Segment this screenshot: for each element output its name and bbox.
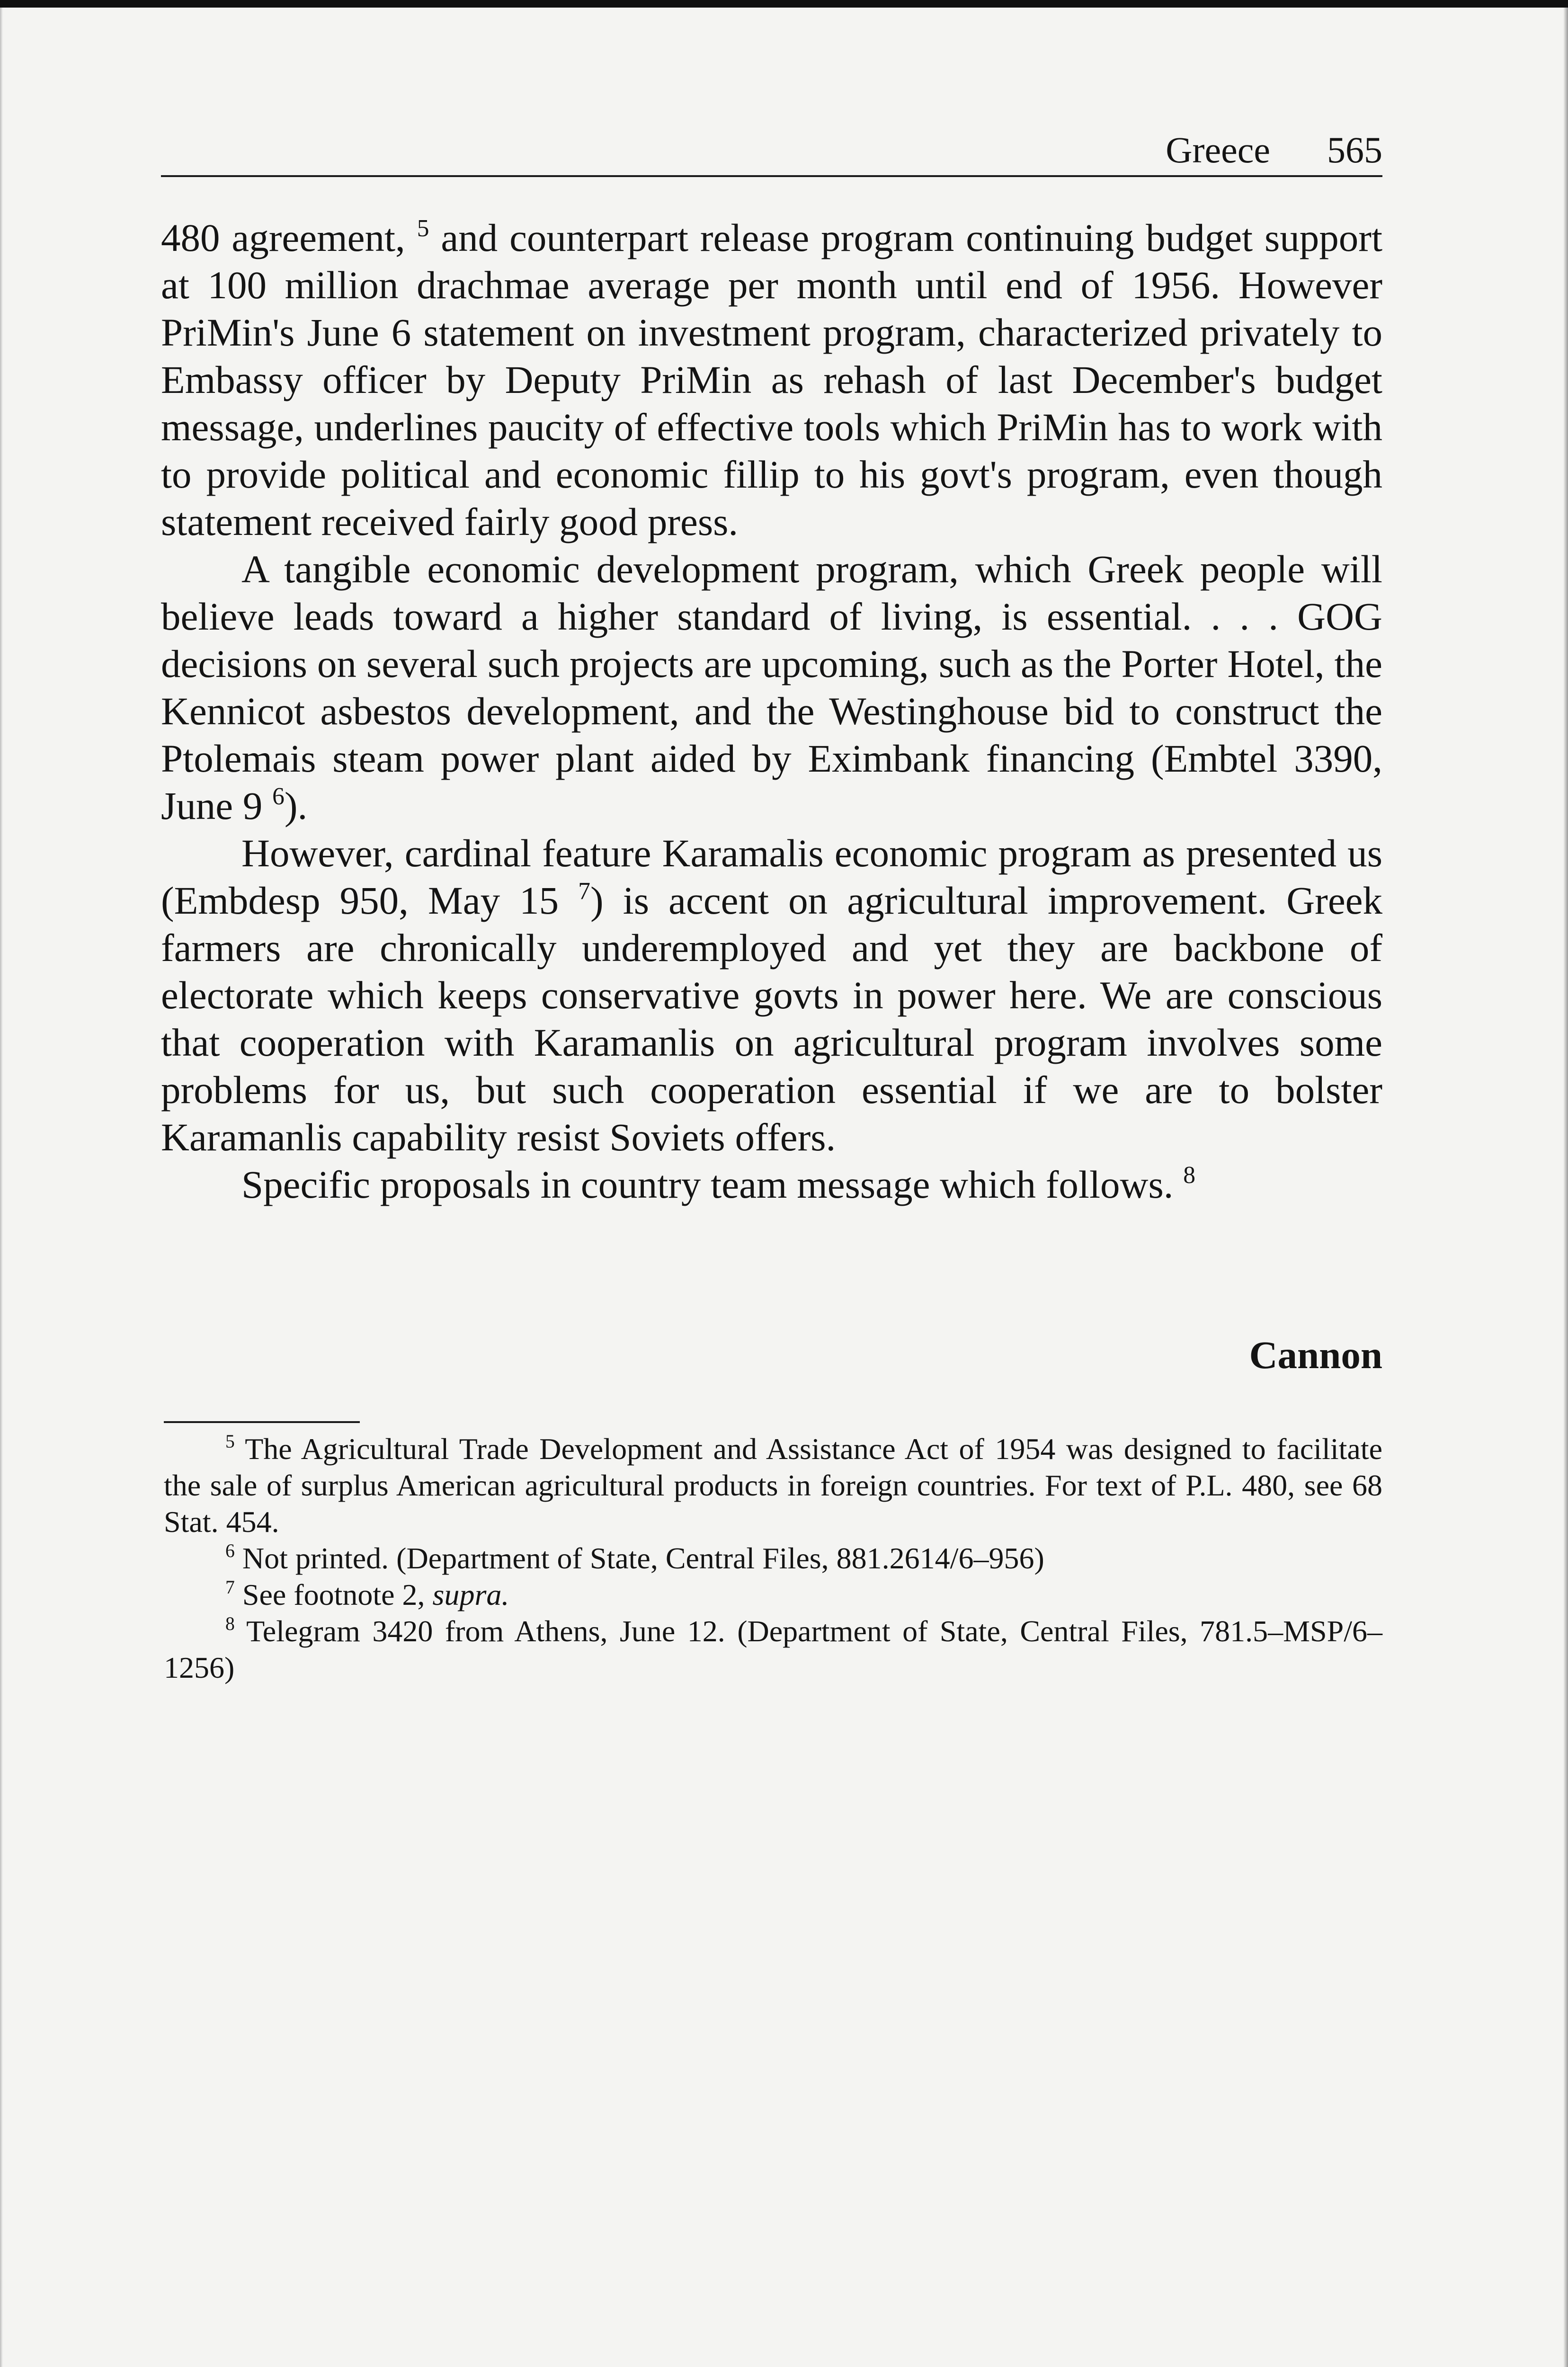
footnote-text: Telegram 3420 from Athens, June 12. (Department of State, Central Files, 781.5–MSP/6–1256) <box>164 1614 1383 1684</box>
footnotes <box>164 1431 1382 1686</box>
footnote-ref-6[interactable]: 6 <box>272 783 285 810</box>
footnote-ref-8[interactable]: 8 <box>1183 1162 1195 1189</box>
paragraph-2: A tangible economic development program, which Greek people will believe leads toward a higher standard of living, is essential. . . . GOG decisions on several such projects are upcoming, such as the Porter Hotel, the Kennicot asbestos development, and the Westinghouse bid to construct the Ptolemais steam power plant aided by Eximbank financing (Embtel 3390, June 9 $^6$). <box>161 547 1382 828</box>
footnote-8 <box>164 1613 1382 1686</box>
footnote-marker: 6 <box>225 1540 235 1562</box>
footnote-5 <box>164 1431 1382 1540</box>
footnote-7 <box>164 1576 1382 1613</box>
signature: Cannon <box>1249 1333 1382 1377</box>
footnote-italic: supra. <box>432 1578 509 1611</box>
paragraph-4: Specific proposals in country team message which follows. $^8$ <box>241 1162 1195 1206</box>
paragraph-1: 480 agreement, $^5$ and counterpart release program continuing budget support at 100 million drachmae average per month until end of 1956. However PriMin's June 6 statement on investment program, characterized privately to Embassy officer by Deputy PriMin as rehash of last December's budget message, underlines paucity of effective tools which PriMin has to work with to provide political and economic fillip to his govt's program, even though statement received fairly good press. <box>161 215 1383 543</box>
running-head <box>161 129 1382 171</box>
body-text <box>161 214 1382 1208</box>
footnote-marker: 7 <box>225 1577 235 1598</box>
footnote-text: See footnote 2, <box>242 1578 425 1611</box>
scan-left-edge <box>0 8 3 2367</box>
scan-right-edge <box>1563 8 1568 2367</box>
scan-top-edge <box>0 0 1568 8</box>
footnote-marker: 5 <box>225 1431 235 1452</box>
footnote-rule <box>164 1421 360 1423</box>
footnote-ref-5[interactable]: 5 <box>417 215 429 242</box>
section-title: Greece <box>1166 129 1270 170</box>
paragraph-3: However, cardinal feature Karamalis economic program as presented us (Embdesp 950, May 15 $^7$) is accent on agricultural improvement. Greek farmers are chronically underemployed and yet they are backbone of electorate which keeps conservative govts in power here. We are conscious that cooperation with Karamanlis on agricultural program involves some problems for us, but such cooperation essential if we are to bolster Karamanlis capability resist Soviets offers. <box>161 831 1383 1159</box>
footnote-text: The Agricultural Trade Development and Assistance Act of 1954 was designed to facilitate the sale of surplus American agricultural products in foreign countries. For text of P.L. 480, see 68 Stat. 454. <box>164 1432 1383 1539</box>
footnote-6 <box>164 1540 1382 1576</box>
footnote-text: Not printed. (Department of State, Central Files, 881.2614/6–956) <box>242 1541 1044 1575</box>
footnote-ref-7[interactable]: 7 <box>578 878 590 905</box>
footnote-marker: 8 <box>225 1613 235 1635</box>
header-rule <box>161 175 1382 177</box>
page-number: 565 <box>1327 129 1382 170</box>
